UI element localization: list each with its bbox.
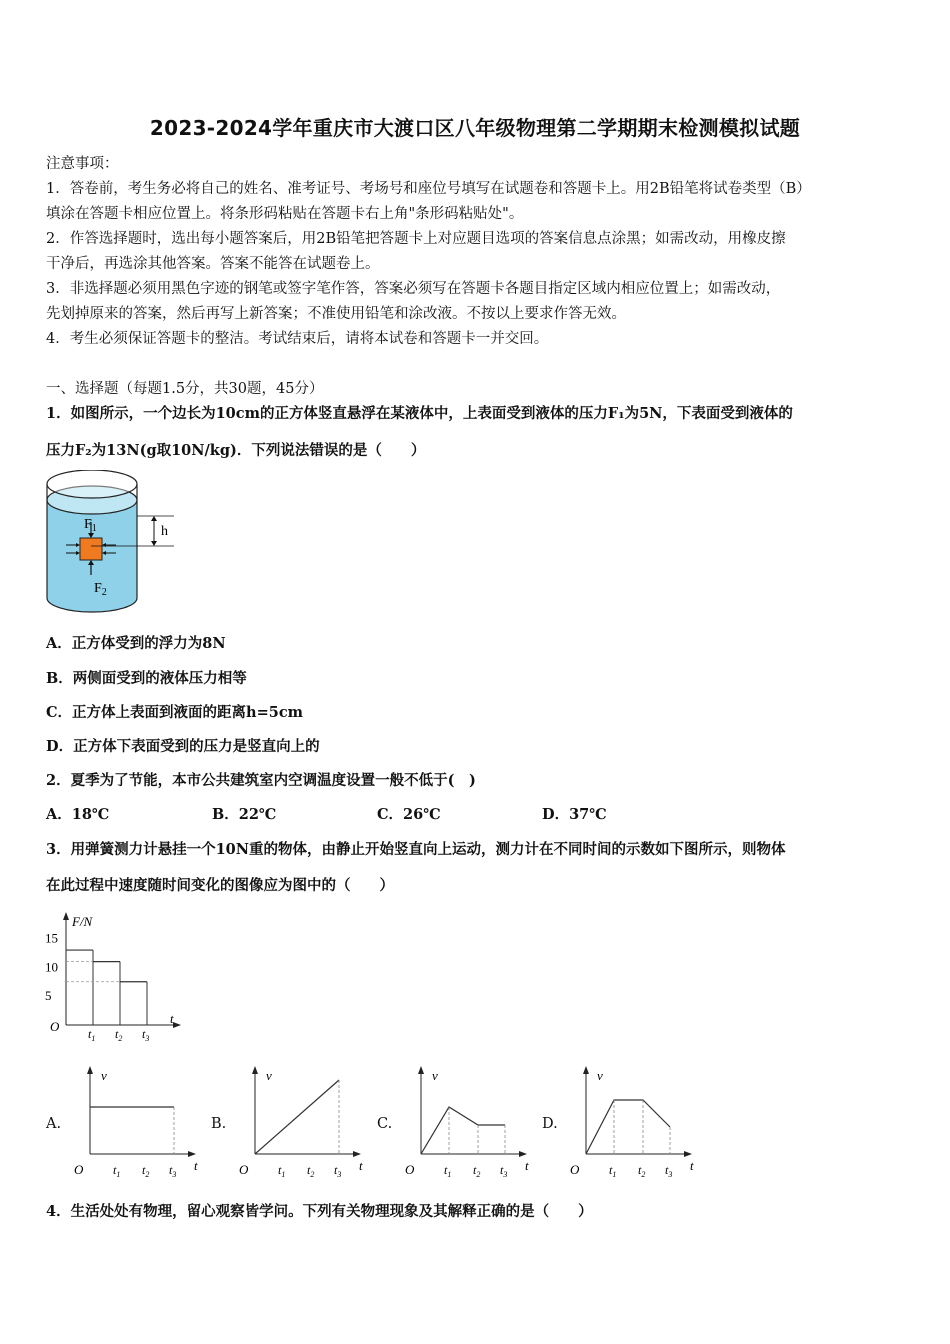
q1-option-b: B．两侧面受到的液体压力相等 (46, 670, 247, 687)
q1-stem-line1: 1．如图所示，一个边长为10cm的正方体竖直悬浮在某液体中，上表面受到液体的压力F₁为5N，下表面受到液体的 (46, 405, 793, 422)
origin-label: O (239, 1162, 249, 1177)
time-tick-label: $t_2$ (307, 1163, 315, 1179)
notice-line: 先划掉原来的答案，然后再写上新答案；不准使用铅笔和涂改液。不按以上要求作答无效。 (46, 306, 626, 322)
origin-label: O (50, 1019, 60, 1034)
t-axis-arrow (519, 1151, 527, 1157)
x-axis-label: t (170, 1011, 174, 1026)
t-axis-label: t (525, 1158, 529, 1173)
q1-option-c: C．正方体上表面到液面的距离h=5cm (46, 704, 303, 721)
time-tick-label: $t_3$ (665, 1163, 673, 1179)
origin-label: O (570, 1162, 580, 1177)
velocity-curve (421, 1107, 505, 1154)
q2-option-a: A．18℃ (46, 806, 110, 823)
t-axis-arrow (188, 1151, 196, 1157)
vt-graph-c (401, 1062, 541, 1180)
q2-option-c: C．26℃ (377, 806, 441, 823)
v-axis-arrow (252, 1066, 258, 1074)
t-axis-label: t (194, 1158, 198, 1173)
q3-stem-line1: 3．用弹簧测力计悬挂一个10N重的物体，由静止开始竖直向上运动，测力计在不同时间的示数如下图所示，则物体 (46, 841, 786, 858)
section-heading: 一、选择题（每题1.5分，共30题，45分） (46, 381, 324, 397)
notice-line: 1．答卷前，考生务必将自己的姓名、准考证号、考场号和座位号填写在试题卷和答题卡上。用2B铅笔将试卷类型（B） (46, 181, 811, 197)
velocity-curve (586, 1100, 670, 1154)
t-axis-arrow (353, 1151, 361, 1157)
time-tick-label: $t_3$ (169, 1163, 177, 1179)
time-tick-label: $t_1$ (609, 1163, 617, 1179)
q1-stem-line2: 压力F₂为13N(g取10N/kg)．下列说法错误的是（ ） (46, 442, 426, 459)
origin-label: O (405, 1162, 415, 1177)
t-axis-label: t (690, 1158, 694, 1173)
q2-option-b: B．22℃ (212, 806, 277, 823)
f2-label: $F_2$ (94, 581, 107, 598)
v-axis-label: v (101, 1068, 107, 1083)
q2-option-d: D．37℃ (542, 806, 607, 823)
h-label: h (161, 524, 168, 539)
x-tick-label: $t_3$ (142, 1027, 150, 1043)
time-tick-label: $t_1$ (444, 1163, 452, 1179)
q3-option-b-label: B. (211, 1116, 227, 1132)
y-axis-label: F/N (72, 914, 93, 929)
v-axis-label: v (597, 1068, 603, 1083)
velocity-curve (255, 1080, 339, 1154)
vt-graph-d (566, 1062, 706, 1180)
x-tick-label: $t_1$ (88, 1027, 96, 1043)
time-tick-label: $t_2$ (142, 1163, 150, 1179)
origin-label: O (74, 1162, 84, 1177)
q1-option-d: D．正方体下表面受到的压力是竖直向上的 (46, 738, 320, 755)
notice-line: 4．考生必须保证答题卡的整洁。考试结束后，请将本试卷和答题卡一并交回。 (46, 331, 549, 347)
q4-stem: 4．生活处处有物理，留心观察皆学问。下列有关物理现象及其解释正确的是（ ） (46, 1203, 593, 1220)
q3-option-c-label: C. (377, 1116, 393, 1132)
x-tick-label: $t_2$ (115, 1027, 123, 1043)
time-tick-label: $t_1$ (113, 1163, 121, 1179)
q2-stem: 2．夏季为了节能，本市公共建筑室内空调温度设置一般不低于( ) (46, 772, 476, 789)
notice-line: 干净后，再选涂其他答案。答案不能答在试题卷上。 (46, 256, 380, 272)
time-tick-label: $t_3$ (334, 1163, 342, 1179)
t-axis-arrow (684, 1151, 692, 1157)
x-axis-arrow (173, 1022, 181, 1028)
notice-line: 3．非选择题必须用黑色字迹的钢笔或签字笔作答，答案必须写在答题卡各题目指定区域内相应位置上；如需改动， (46, 281, 781, 297)
v-axis-arrow (418, 1066, 424, 1074)
y-tick-label: 15 (45, 930, 58, 946)
v-axis-arrow (87, 1066, 93, 1074)
y-tick-label: 5 (45, 988, 52, 1004)
notice-line: 2．作答选择题时，选出每小题答案后，用2B铅笔把答题卡上对应题目选项的答案信息点涂黑；如需改动，用橡皮擦 (46, 231, 786, 247)
force-time-chart (42, 908, 192, 1043)
v-axis-label: v (432, 1068, 438, 1083)
vt-graph-a (70, 1062, 210, 1180)
time-tick-label: $t_2$ (638, 1163, 646, 1179)
y-axis-arrow (63, 912, 69, 920)
v-axis-arrow (583, 1066, 589, 1074)
notice-line: 填涂在答题卡相应位置上。将条形码粘贴在答题卡右上角"条形码粘贴处"。 (46, 206, 524, 222)
f1-label: $F_1$ (84, 517, 97, 534)
q3-option-a-label: A. (46, 1116, 62, 1132)
vt-graph-b (235, 1062, 375, 1180)
q1-cylinder-figure (44, 470, 184, 620)
notice-heading: 注意事项： (46, 156, 119, 172)
q3-option-d-label: D. (542, 1116, 558, 1132)
time-tick-label: $t_1$ (278, 1163, 286, 1179)
t-axis-label: t (359, 1158, 363, 1173)
v-axis-label: v (266, 1068, 272, 1083)
time-tick-label: $t_2$ (473, 1163, 481, 1179)
y-tick-label: 10 (45, 959, 58, 975)
page-title: 2023-2024学年重庆市大渡口区八年级物理第二学期期末检测模拟试题 (149, 116, 801, 140)
q1-option-a: A．正方体受到的浮力为8N (46, 635, 226, 652)
time-tick-label: $t_3$ (500, 1163, 508, 1179)
q3-stem-line2: 在此过程中速度随时间变化的图像应为图中的（ ） (46, 877, 394, 894)
